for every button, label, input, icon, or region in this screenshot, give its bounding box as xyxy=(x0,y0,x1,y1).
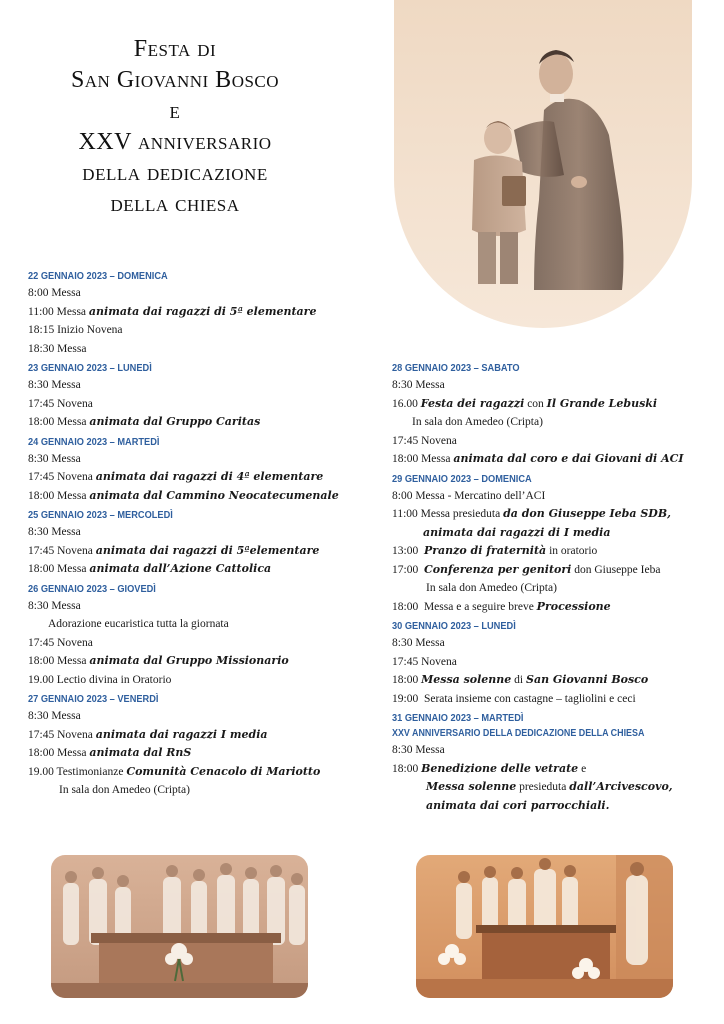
event-text: Serata insieme con castagne – tagliolini e ceci xyxy=(423,692,636,705)
event-time: 8:30 xyxy=(28,710,49,722)
event-time: 19.00 xyxy=(28,673,54,686)
event-highlight: animata dall’Azione Cattolica xyxy=(89,562,272,575)
event-line xyxy=(28,487,368,506)
event-highlight: animata dal Cammino Neocatecumenale xyxy=(89,488,339,502)
event-line xyxy=(392,797,712,816)
event-time: 8:30 xyxy=(28,599,49,612)
event-text: Messa xyxy=(51,287,81,299)
schedule-right-column xyxy=(392,358,712,816)
event-text: Messa e a seguire breve xyxy=(423,600,534,613)
event-line xyxy=(392,741,712,760)
event-highlight: animata dal coro e dai Giovani di ACI xyxy=(453,452,684,465)
day-block xyxy=(392,361,712,469)
day-header: 30 GENNAIO 2023 – LUNEDÌ xyxy=(392,620,516,632)
title-line-3: e xyxy=(169,98,181,124)
event-time: 18:00 xyxy=(392,600,419,613)
event-highlight: San Giovanni Bosco xyxy=(526,673,649,686)
event-time: 17:45 xyxy=(392,434,419,447)
schedule-left-column xyxy=(28,266,368,801)
event-text: Novena xyxy=(57,471,93,483)
day-header: 22 GENNAIO 2023 – DOMENICA xyxy=(28,270,168,282)
event-line xyxy=(392,760,712,779)
event-highlight: Messa solenne xyxy=(421,673,512,686)
event-text: Novena xyxy=(421,655,457,668)
event-text: Messa xyxy=(415,379,445,391)
event-text: Messa xyxy=(51,526,81,538)
day-header: 31 GENNAIO 2023 – MARTEDÌ xyxy=(392,712,524,724)
event-highlight: animata dai ragazzi di I media xyxy=(423,525,611,539)
event-line xyxy=(28,671,368,690)
event-text: con xyxy=(527,397,544,410)
event-text: Adorazione eucaristica tutta la giornata xyxy=(48,618,229,630)
event-line xyxy=(28,340,368,359)
event-time: 18:15 xyxy=(28,324,55,336)
event-highlight: Conferenza per genitori xyxy=(423,562,572,576)
event-time: 17:00 xyxy=(392,563,419,576)
statue-arch-image xyxy=(394,0,692,328)
event-highlight: animata dai ragazzi di 5ª elementare xyxy=(88,304,317,318)
title-line-6: della chiesa xyxy=(110,191,240,217)
event-time: 19.00 xyxy=(28,765,54,778)
event-line xyxy=(392,524,712,543)
event-highlight: animata dai ragazzi di 4ª elementare xyxy=(95,470,324,483)
event-time: 17:45 xyxy=(28,636,55,649)
event-time: 8:30 xyxy=(392,744,413,756)
event-line xyxy=(28,615,368,634)
event-time: 8:00 xyxy=(392,489,413,502)
event-line xyxy=(28,634,368,653)
event-highlight: animata dai ragazzi I media xyxy=(95,727,268,741)
event-line xyxy=(392,450,712,469)
event-line xyxy=(392,376,712,395)
event-time: 19:00 xyxy=(392,692,419,705)
event-time: 8:30 xyxy=(392,637,413,649)
event-time: 18:00 xyxy=(28,747,55,759)
event-text: Messa xyxy=(57,747,87,759)
event-text: In sala don Amedeo (Cripta) xyxy=(412,416,543,428)
event-line xyxy=(392,395,712,414)
event-highlight: Il Grande Lebuski xyxy=(546,396,658,410)
event-time: 17:45 xyxy=(28,397,55,410)
event-highlight: animata dal RnS xyxy=(89,746,192,759)
day-header: 24 GENNAIO 2023 – MARTEDÌ xyxy=(28,435,160,448)
event-line xyxy=(28,707,368,726)
event-time: 11:00 xyxy=(392,508,418,520)
event-highlight: Pranzo di fraternità xyxy=(423,544,547,557)
ceremony-photo-right xyxy=(416,855,673,998)
event-text: Lectio divina in Oratorio xyxy=(56,673,172,686)
event-line xyxy=(28,652,368,671)
event-time: 17:45 xyxy=(28,544,55,557)
event-line xyxy=(392,634,712,653)
event-text: Messa xyxy=(56,305,87,318)
title-line-1: Festa di xyxy=(133,36,217,62)
day-header: 23 GENNAIO 2023 – LUNEDÌ xyxy=(28,362,152,374)
event-text: In sala don Amedeo (Cripta) xyxy=(426,582,557,594)
day-header: 27 GENNAIO 2023 – VENERDÌ xyxy=(28,693,159,705)
event-text: Messa presieduta xyxy=(420,508,501,520)
event-line xyxy=(392,579,712,598)
event-highlight: Benedizione delle vetrate xyxy=(421,761,579,775)
event-text: di xyxy=(514,674,524,686)
ceremony-illustration xyxy=(416,855,673,998)
event-line xyxy=(28,468,368,487)
event-line xyxy=(28,597,368,616)
event-line xyxy=(28,284,368,303)
title-line-5: della dedicazione xyxy=(82,160,268,186)
event-line xyxy=(392,561,712,580)
event-line xyxy=(392,778,712,797)
title-line-2: San Giovanni Bosco xyxy=(70,67,280,93)
event-line xyxy=(392,671,712,690)
event-time: 8:00 xyxy=(28,287,49,299)
event-text: don Giuseppe Ieba xyxy=(574,563,661,576)
event-highlight: animata dai ragazzi di 5ªelementare xyxy=(95,543,320,557)
event-time: 18:30 xyxy=(28,342,55,355)
day-block xyxy=(28,582,368,690)
day-block xyxy=(28,269,368,358)
event-time: 11:00 xyxy=(28,305,54,318)
ceremony-photo-left xyxy=(51,855,308,998)
event-line xyxy=(392,542,712,561)
event-line xyxy=(28,781,368,800)
event-highlight: animata dai cori parrocchiali. xyxy=(426,798,610,812)
day-block xyxy=(28,508,368,579)
event-line xyxy=(28,560,368,579)
event-text: Novena xyxy=(57,544,93,557)
event-time: 18:00 xyxy=(28,489,55,502)
event-line xyxy=(28,303,368,322)
event-text: Messa xyxy=(57,416,87,428)
event-time: 18:00 xyxy=(392,674,419,686)
event-text: Messa xyxy=(57,563,87,575)
event-highlight: Festa dei ragazzi xyxy=(420,396,525,410)
day-header: 26 GENNAIO 2023 – GIOVEDÌ xyxy=(28,582,156,595)
day-header: 25 GENNAIO 2023 – MERCOLEDÌ xyxy=(28,509,173,521)
event-text: Novena xyxy=(421,434,457,447)
event-text: Messa xyxy=(51,599,81,612)
event-text: Messa - Mercatino dell’ACI xyxy=(415,489,546,502)
event-highlight: Messa solenne xyxy=(426,780,517,793)
day-block xyxy=(392,472,712,617)
event-time: 8:30 xyxy=(392,379,413,391)
event-line xyxy=(28,763,368,782)
event-line xyxy=(28,413,368,432)
day-block xyxy=(28,361,368,432)
event-highlight: dall’Arcivescovo, xyxy=(569,780,673,793)
event-line xyxy=(392,487,712,506)
page-title xyxy=(20,34,330,220)
day-block xyxy=(28,435,368,506)
title-line-4: XXV anniversario xyxy=(78,129,272,155)
day-block xyxy=(28,692,368,800)
day-header: 29 GENNAIO 2023 – DOMENICA xyxy=(392,472,532,485)
event-text: in oratorio xyxy=(549,545,598,557)
event-text: Testimonianze xyxy=(56,765,124,778)
event-line xyxy=(392,413,712,432)
event-text: Inizio Novena xyxy=(57,324,123,336)
event-line xyxy=(28,321,368,340)
event-time: 17:45 xyxy=(28,471,55,483)
day-block xyxy=(392,619,712,708)
event-highlight: Comunità Cenacolo di Mariotto xyxy=(126,764,321,778)
event-time: 18:00 xyxy=(28,416,55,428)
event-highlight: da don Giuseppe Ieba SDB, xyxy=(503,507,671,520)
ceremony-illustration xyxy=(51,855,308,998)
event-line xyxy=(392,505,712,524)
event-line xyxy=(28,450,368,469)
event-line xyxy=(28,744,368,763)
anniversary-subtitle: XXV ANNIVERSARIO DELLA DEDICAZIONE DELLA CHIESA xyxy=(392,727,645,739)
event-time: 8:30 xyxy=(28,452,49,465)
event-time: 16.00 xyxy=(392,397,418,410)
statue-illustration xyxy=(394,0,692,328)
event-time: 18:00 xyxy=(28,655,55,667)
event-line xyxy=(28,542,368,561)
event-line xyxy=(28,523,368,542)
event-time: 18:00 xyxy=(28,563,55,575)
event-highlight: animata dal Gruppo Missionario xyxy=(89,654,289,667)
event-time: 8:30 xyxy=(28,526,49,538)
event-text: Messa xyxy=(57,342,87,355)
event-time: 18:00 xyxy=(392,453,419,465)
event-text: Messa xyxy=(57,489,87,502)
event-highlight: animata dal Gruppo Caritas xyxy=(89,415,261,428)
event-time: 8:30 xyxy=(28,379,49,391)
event-line xyxy=(28,726,368,745)
event-text: Novena xyxy=(57,636,93,649)
event-text: e xyxy=(581,762,587,775)
event-time: 18:00 xyxy=(392,762,419,775)
event-text: Messa xyxy=(57,655,87,667)
event-line xyxy=(392,432,712,451)
event-time: 13:00 xyxy=(392,545,419,557)
event-line xyxy=(392,690,712,709)
event-text: Messa xyxy=(415,744,445,756)
event-highlight: Processione xyxy=(536,599,611,613)
event-line xyxy=(28,395,368,414)
event-line xyxy=(392,598,712,617)
event-text: presieduta xyxy=(519,781,567,793)
event-text: Novena xyxy=(57,728,93,741)
event-text: In sala don Amedeo (Cripta) xyxy=(59,784,190,796)
event-text: Messa xyxy=(51,452,81,465)
event-line xyxy=(28,376,368,395)
event-text: Messa xyxy=(51,379,81,391)
event-line xyxy=(392,653,712,672)
event-text: Novena xyxy=(57,397,93,410)
event-text: Messa xyxy=(415,637,445,649)
event-time: 17:45 xyxy=(28,728,55,741)
event-time: 17:45 xyxy=(392,655,419,668)
day-header: 28 GENNAIO 2023 – SABATO xyxy=(392,362,520,374)
event-text: Messa xyxy=(421,453,451,465)
day-block xyxy=(392,711,712,815)
event-text: Messa xyxy=(51,710,81,722)
